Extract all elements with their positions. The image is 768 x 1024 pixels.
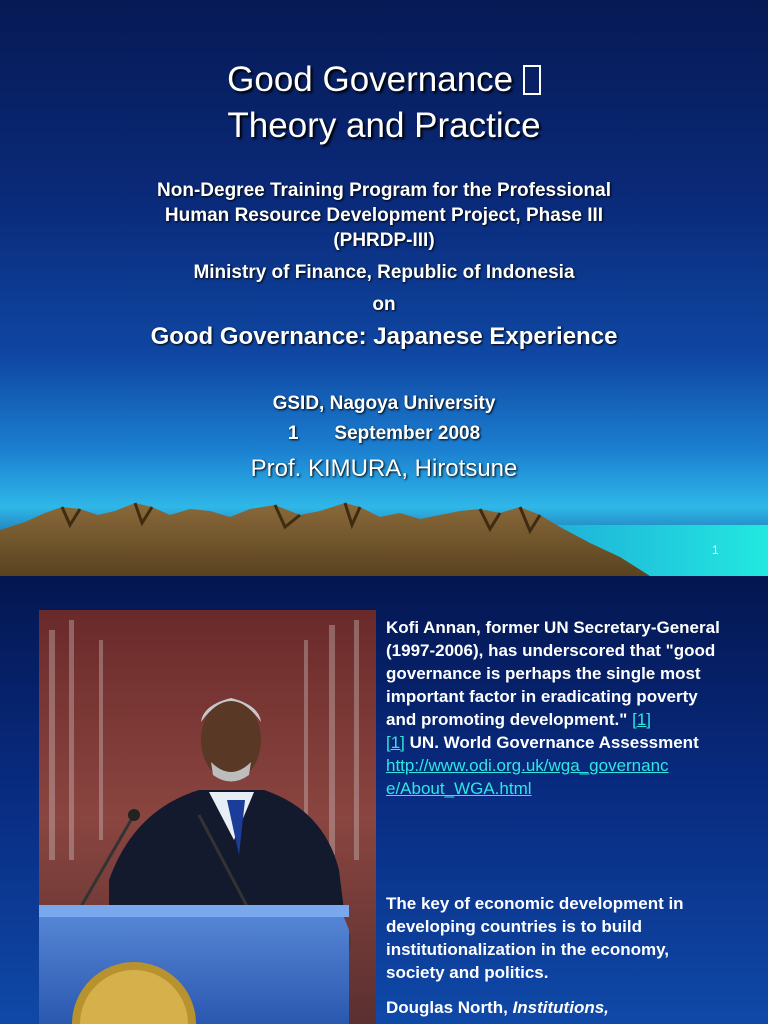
on-line: on — [372, 294, 396, 315]
page-number: 1 — [712, 543, 719, 557]
economic-development-paragraph: The key of economic development in developing countries is to build institutionalization in the economy, society and politics. — [386, 894, 684, 982]
program-line3: (PHRDP-III) — [333, 230, 435, 251]
mountain-range-graphic — [0, 495, 768, 576]
footnote-back-link[interactable]: [1] — [386, 733, 405, 752]
ministry-line: Ministry of Finance, Republic of Indonesia — [193, 262, 575, 283]
odi-wga-link[interactable]: http://www.odi.org.uk/wga_governanc e/About_WGA.html — [386, 756, 669, 798]
slide-title-line1: Good Governance — [0, 57, 768, 103]
missing-glyph-icon — [523, 65, 541, 95]
content-slide — [0, 576, 768, 1024]
kofi-annan-photo — [39, 610, 376, 1024]
topic-line: Good Governance: Japanese Experience — [150, 323, 618, 350]
date-line: 1 September 2008 — [287, 423, 481, 444]
program-line1: Non-Degree Training Program for the Professional — [157, 180, 611, 201]
presenter-line: Prof. KIMURA, Hirotsune — [250, 455, 518, 482]
institution-line: GSID, Nagoya University — [272, 393, 496, 414]
program-line2: Human Resource Development Project, Phase III — [164, 205, 604, 226]
north-citation: Douglas North, Institutions, — [386, 998, 609, 1017]
footnote-link[interactable]: [1] — [632, 710, 651, 729]
kofi-annan-quote: Kofi Annan, former UN Secretary-General (1997-2006), has underscored that "good governance is perhaps the single most important factor in eradicating poverty and promoting development." [1] [1] UN. World Governance Assessment http://www.odi.org.uk/wga_governanc e/About_WGA.html — [386, 618, 720, 798]
slide-title-line2: Theory and Practice — [227, 106, 541, 145]
